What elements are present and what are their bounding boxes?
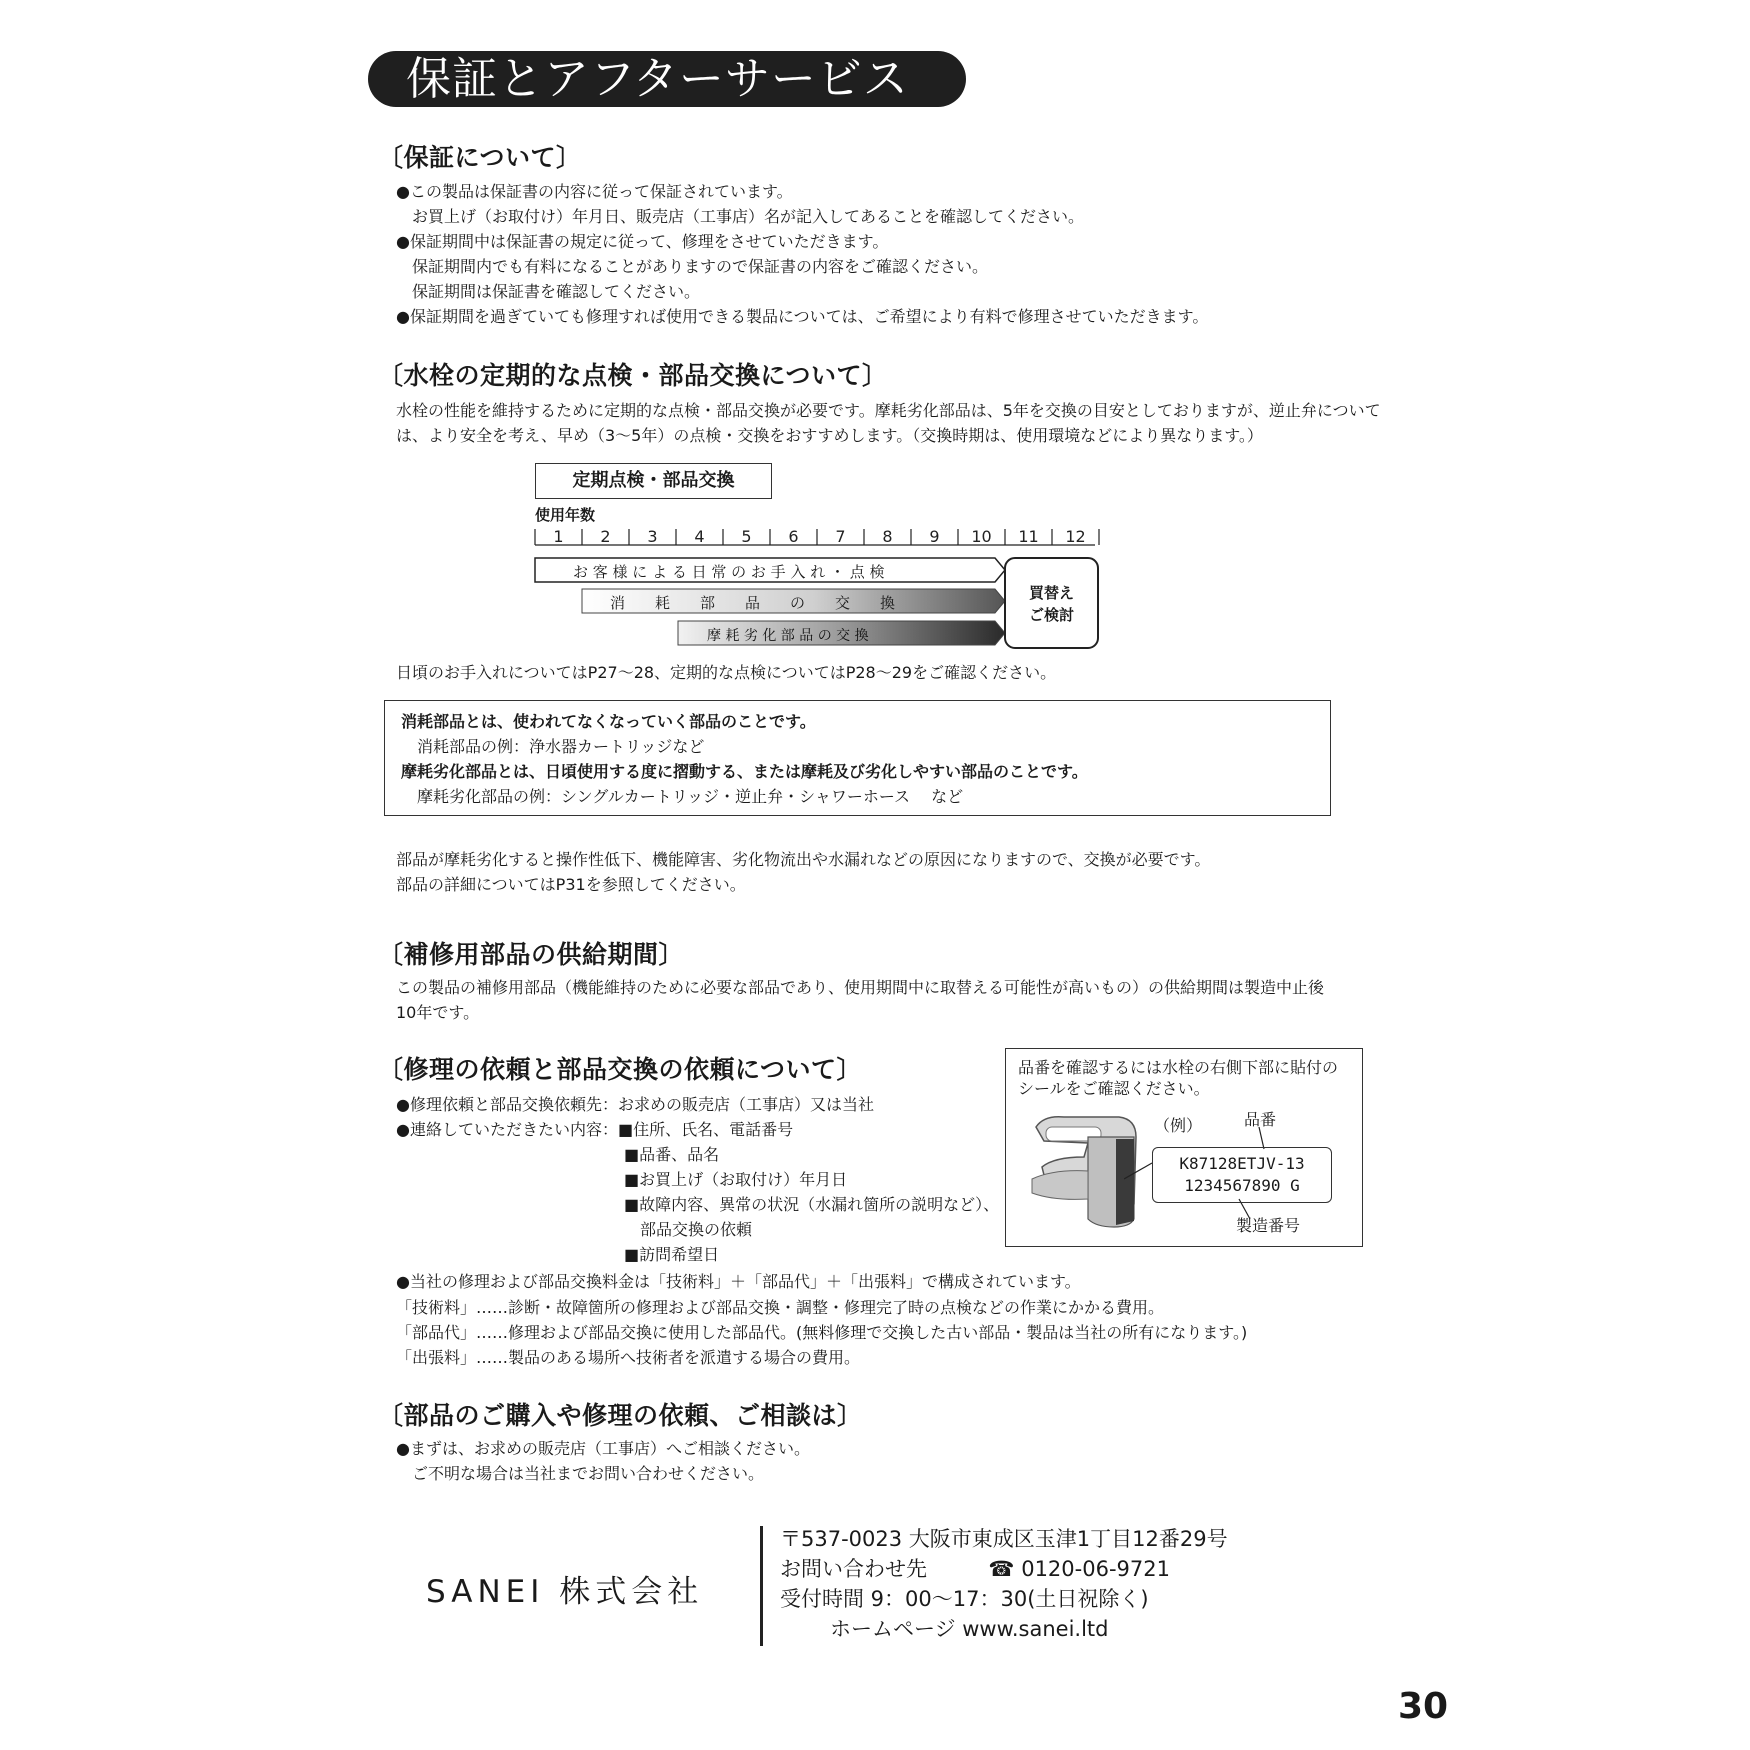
years-label: 使用年数 (535, 506, 596, 524)
supply-period-text (396, 975, 1324, 1025)
text-line: ●この製品は保証書の内容に従って保証されています。 (396, 182, 793, 201)
text-line: 部品交換の依頼 (624, 1220, 753, 1239)
year-tick-label: 11 (1018, 527, 1039, 546)
text-line: 部品が摩耗劣化すると操作性低下、機能障害、劣化物流出や水漏れなどの原因になりますので、交換が必要です。 (396, 850, 1211, 869)
serial-sticker (1152, 1147, 1332, 1203)
text-line: 部品の詳細についてはP31を参照してください。 (396, 875, 746, 894)
text-line: 保証期間は保証書を確認してください。 (396, 282, 701, 301)
text-line: ●保証期間中は保証書の規定に従って、修理をさせていただきます。 (396, 232, 889, 251)
text-line: この製品の補修用部品（機能維持のために必要な部品であり、使用期間中に取替える可能性が高いもの）の供給期間は製造中止後 (396, 978, 1325, 997)
text-line: は、より安全を考え、早め（3～5年）の点検・交換をおすすめします。（交換時期は、使用環境などにより異なります。） (396, 426, 1263, 445)
company-name: SANEI 株式会社 (426, 1574, 704, 1610)
text-line: 消耗部品の例：浄水器カートリッジなど (401, 737, 705, 756)
consultation-heading: 〔部品のご購入や修理の依頼、ご相談は〕 (378, 1401, 863, 1430)
repair-contact-text (396, 1092, 874, 1142)
inspection-paragraph (396, 398, 1381, 448)
text-line: 「部品代」……修理および部品交換に使用した部品代。(無料修理で交換した古い部品・製品は当社の所有になります。) (396, 1323, 1248, 1342)
text-line: ■品番、品名 (624, 1145, 720, 1164)
serial-number-label: 製造番号 (1236, 1216, 1301, 1235)
text-line: 摩耗劣化部品の例：シングルカートリッジ・逆止弁・シャワーホース など (401, 787, 964, 806)
care-note: 日頃のお手入れについてはP27～28、定期的な点検についてはP28～29をご確認ください。 (396, 663, 1057, 682)
text-line: シールをご確認ください。 (1018, 1079, 1210, 1098)
homepage: ホームページ www.sanei.ltd (830, 1617, 1109, 1641)
warranty-heading: 〔保証について〕 (378, 143, 582, 172)
text-line: 10年です。 (396, 1003, 480, 1022)
serial-number-value: 1234567890 G (1184, 1176, 1300, 1195)
text-line: ●連絡していただきたい内容：■住所、氏名、電話番号 (396, 1120, 794, 1139)
supply-period-heading: 〔補修用部品の供給期間〕 (378, 940, 685, 969)
replacement-line: 買替え (1028, 584, 1074, 602)
replacement-label (1005, 582, 1098, 626)
contact-label: お問い合わせ先 (780, 1557, 927, 1581)
wear-parts-label: 摩 耗 劣 化 部 品 の 交 換 (707, 628, 869, 644)
year-tick-label: 8 (882, 527, 893, 546)
parts-definition-box (384, 700, 1331, 816)
example-label: （例） (1154, 1116, 1203, 1135)
text-line: ●まずは、お求めの販売店（工事店）へご相談ください。 (396, 1439, 810, 1458)
text-line: ●当社の修理および部品交換料金は「技術料」＋「部品代」＋「出張料」で構成されています。 (396, 1272, 1081, 1291)
product-label-box (1005, 1048, 1363, 1247)
warranty-text (396, 179, 1208, 329)
part-number-value: K87128ETJV-13 (1179, 1154, 1305, 1173)
text-line: 「出張料」……製品のある場所へ技術者を派遣する場合の費用。 (396, 1348, 861, 1367)
business-hours: 受付時間 9：00～17：30(土日祝除く) (780, 1587, 1149, 1611)
year-tick-label: 2 (600, 527, 611, 546)
year-tick-label: 9 (929, 527, 940, 546)
text-line: ●修理依頼と部品交換依頼先：お求めの販売店（工事店）又は当社 (396, 1095, 874, 1114)
year-ticks (535, 527, 1099, 546)
contact-line (780, 1554, 1228, 1584)
year-tick-label: 3 (647, 527, 658, 546)
inspection-heading: 〔水栓の定期的な点検・部品交換について〕 (378, 361, 888, 390)
year-tick-label: 7 (835, 527, 846, 546)
text-line: 消耗部品とは、使われてなくなっていく部品のことです。 (401, 712, 816, 731)
company-address: 〒537-0023 大阪市東成区玉津1丁目12番29号 (780, 1527, 1228, 1551)
page-number: 30 (1398, 1686, 1449, 1727)
label-instruction (1018, 1057, 1338, 1099)
part-number-label: 品番 (1244, 1110, 1277, 1129)
text-line: ●保証期間を過ぎていても修理すれば使用できる製品については、ご希望により有料で修理させていただきます。 (396, 307, 1209, 326)
company-contact (780, 1524, 1228, 1644)
text-line: 品番を確認するには水栓の右側下部に貼付の (1018, 1058, 1339, 1077)
text-line: ■故障内容、異常の状況（水漏れ箇所の説明など）、 (624, 1195, 1000, 1214)
year-tick-label: 1 (553, 527, 564, 546)
year-tick-label: 5 (741, 527, 752, 546)
text-line: お買上げ（お取付け）年月日、販売店（工事店）名が記入してあることを確認してください。 (396, 207, 1085, 226)
text-line: 保証期間内でも有料になることがありますので保証書の内容をご確認ください。 (396, 257, 989, 276)
text-line: ■お買上げ（お取付け）年月日 (624, 1170, 848, 1189)
text-line: 水栓の性能を維持するために定期的な点検・部品交換が必要です。摩耗劣化部品は、5年を交換の目安としておりますが、逆止弁について (396, 401, 1381, 420)
wear-note (396, 847, 1210, 897)
consultation-text (396, 1436, 810, 1486)
year-tick-label: 12 (1065, 527, 1086, 546)
year-tick-label: 10 (971, 527, 992, 546)
page-title: 保証とアフターサービス (368, 51, 966, 107)
year-tick-label: 6 (788, 527, 799, 546)
diagram-title-box: 定期点検・部品交換 (535, 463, 772, 499)
footer-divider (760, 1526, 763, 1646)
repair-request-heading: 〔修理の依頼と部品交換の依頼について〕 (378, 1055, 863, 1084)
text-line: 摩耗劣化部品とは、日頃使用する度に摺動する、または摩耗及び劣化しやすい部品のことです。 (401, 762, 1088, 781)
replacement-line: ご検討 (1028, 606, 1074, 624)
fee-text (396, 1268, 1247, 1370)
consumable-label: 消 耗 部 品 の 交 換 (610, 594, 896, 612)
daily-care-label: お 客 様 に よ る 日 常 の お 手 入 れ ・ 点 検 (573, 563, 885, 581)
text-line: 「技術料」……診断・故障箇所の修理および部品交換・調整・修理完了時の点検などの作業にかかる費用。 (396, 1298, 1165, 1317)
contact-items (624, 1142, 999, 1267)
year-tick-label: 4 (694, 527, 705, 546)
phone-number: ☎ 0120-06-9721 (988, 1557, 1170, 1581)
text-line: ■訪問希望日 (624, 1245, 720, 1264)
text-line: ご不明な場合は当社までお問い合わせください。 (396, 1464, 765, 1483)
